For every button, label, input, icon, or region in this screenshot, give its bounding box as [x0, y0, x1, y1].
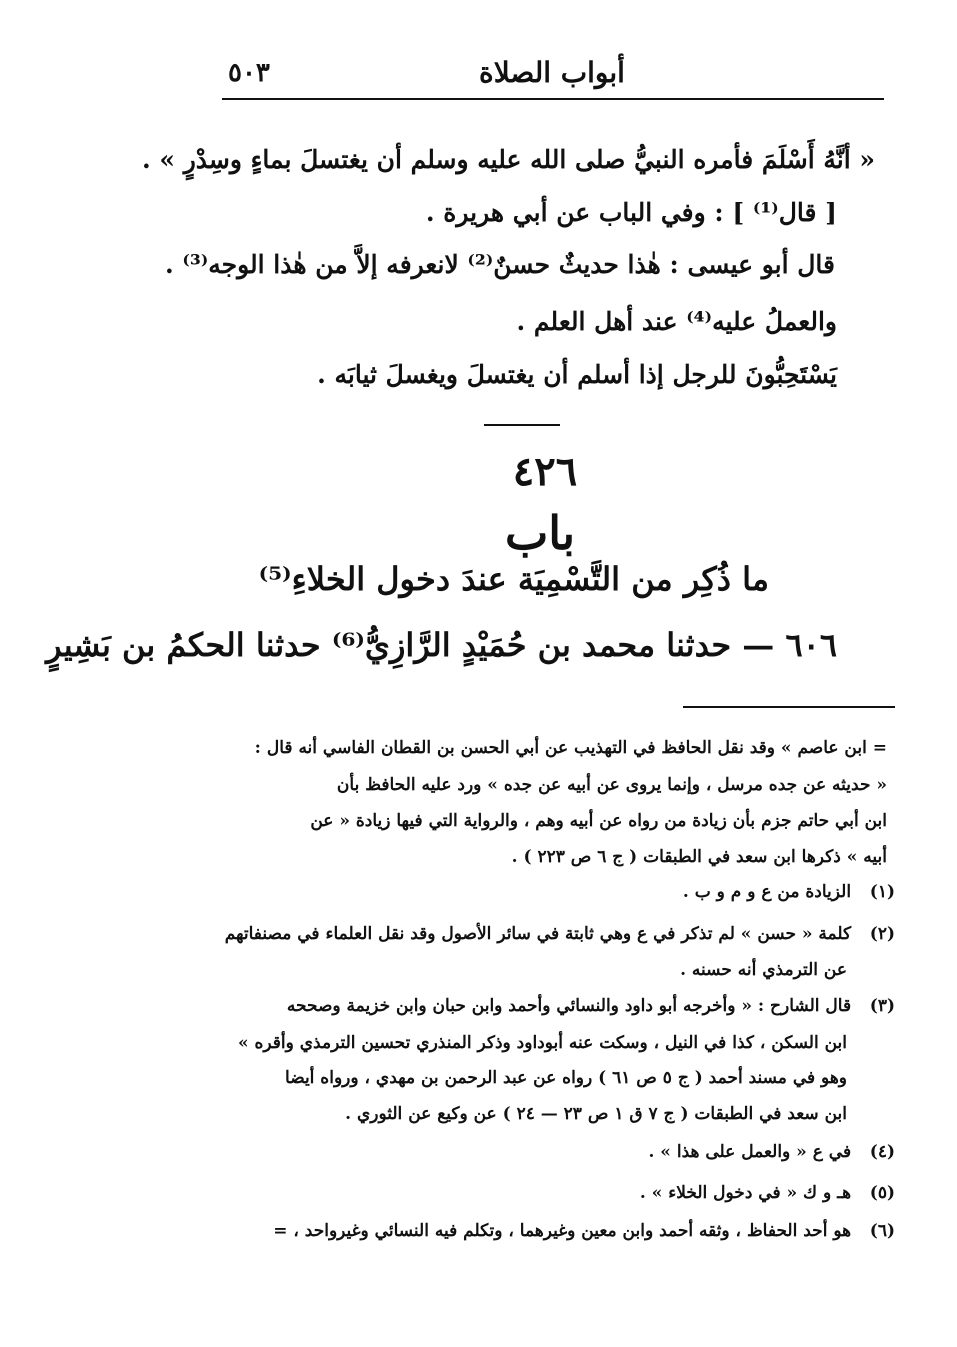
body-line: [ قال⁽¹⁾ ] : وفي الباب عن أبي هريرة . [425, 198, 837, 227]
footnote-1 [683, 882, 895, 902]
hadith-start: ٦٠٦ — حدثنا محمد بن حُمَيْدٍ الرَّازِيُّ⁽⁶⁾ حدثنا الحكمُ بن بَشِيرٍ [46, 626, 837, 664]
footnote-text: ابن السكن ، كذا في النيل ، وسكت عنه أبوداود وذكر المنذري تحسين الترمذي وأقره » [237, 1033, 847, 1053]
body-line: يَسْتَحِبُّونَ للرجل إذا أسلم أن يغتسلَ ويغسلَ ثيابَه . [317, 360, 837, 389]
footnote-5 [640, 1183, 895, 1203]
footnote-6 [273, 1221, 895, 1241]
footnote-text: وهو في مسند أحمد ( ج ٥ ص ٦١ ) رواه عن عبد الرحمن بن مهدي ، ورواه أيضا [285, 1068, 847, 1088]
footnote-text: الزيادة من ع و م و ب . [682, 882, 852, 902]
page-number: ٥٠٣ [228, 58, 270, 88]
footnote-text: قال الشارح : « وأخرجه أبو داود والنسائي وأحمد وابن حبان وابن خزيمة وصححه [286, 996, 852, 1016]
footnote-text: هو أحد الحفاظ ، وثقه أحمد وابن معين وغيرهما ، وتكلم فيه النسائي وغيرواحد ، = [273, 1221, 852, 1241]
footnote-text: عن الترمذي أنه حسنه . [680, 960, 847, 980]
body-line: قال أبو عيسى : هٰذا حديثٌ حسنٌ⁽²⁾ لانعرفه إلاَّ من هٰذا الوجه⁽³⁾ . [165, 250, 835, 279]
running-title: أبواب الصلاة [479, 56, 625, 89]
footnote-continuation-line: = ابن عاصم » وقد نقل الحافظ في التهذيب عن أبي الحسن بن القطان الفاسي أنه قال : [254, 738, 887, 758]
footnote-4 [648, 1142, 895, 1162]
footnote-marker: (٣) [869, 996, 895, 1016]
section-divider [484, 424, 560, 426]
footnote-marker: (٦) [869, 1221, 895, 1241]
footnote-marker: (٢) [869, 924, 895, 944]
footnote-marker: (٥) [869, 1183, 895, 1203]
footnote-continuation-line: أبيه » ذكرها ابن سعد في الطبقات ( ج ٦ ص ٢٢٣ ) . [511, 847, 887, 867]
footnote-rule [683, 706, 895, 708]
footnote-2 [225, 924, 895, 944]
footnote-marker: (٤) [869, 1142, 895, 1162]
header-rule [222, 98, 884, 100]
body-line: « أنَّهُ أَسْلَمَ فأمره النبيُّ صلى الله عليه وسلم أن يغتسلَ بماءٍ وسِدْرٍ » . [141, 145, 875, 174]
chapter-heading: باب [504, 506, 576, 560]
footnote-text: ابن سعد في الطبقات ( ج ٧ ق ١ ص ٢٣ — ٢٤ ) عن وكيع عن الثوري . [345, 1104, 847, 1124]
chapter-number: ٤٢٦ [512, 448, 578, 495]
footnote-text: هـ و ك « في دخول الخلاء » . [639, 1183, 852, 1203]
footnote-marker: (١) [869, 882, 895, 902]
page-header [222, 50, 882, 94]
footnote-continuation-line: ابن أبي حاتم جزم بأن زيادة من رواه عن أبيه وهم ، والرواية التي فيها زيادة « عن [310, 811, 887, 831]
body-line: والعملُ عليه⁽⁴⁾ عند أهل العلم . [516, 307, 837, 336]
footnote-text: في ع « والعمل على هذا » . [648, 1142, 852, 1162]
footnote-text: كلمة « حسن » لم تذكر في ع وهي ثابتة في سائر الأصول وقد نقل العلماء في مصنفاتهم [224, 924, 852, 944]
footnote-continuation-line: « حديثه عن جده مرسل ، وإنما يروى عن أبيه عن جده » ورد عليه الحافظ بأن [336, 775, 887, 795]
chapter-title: ما ذُكِر من التَّسْمِيَة عندَ دخول الخلاءِ⁽⁵⁾ [258, 560, 769, 598]
footnote-3 [287, 996, 895, 1016]
